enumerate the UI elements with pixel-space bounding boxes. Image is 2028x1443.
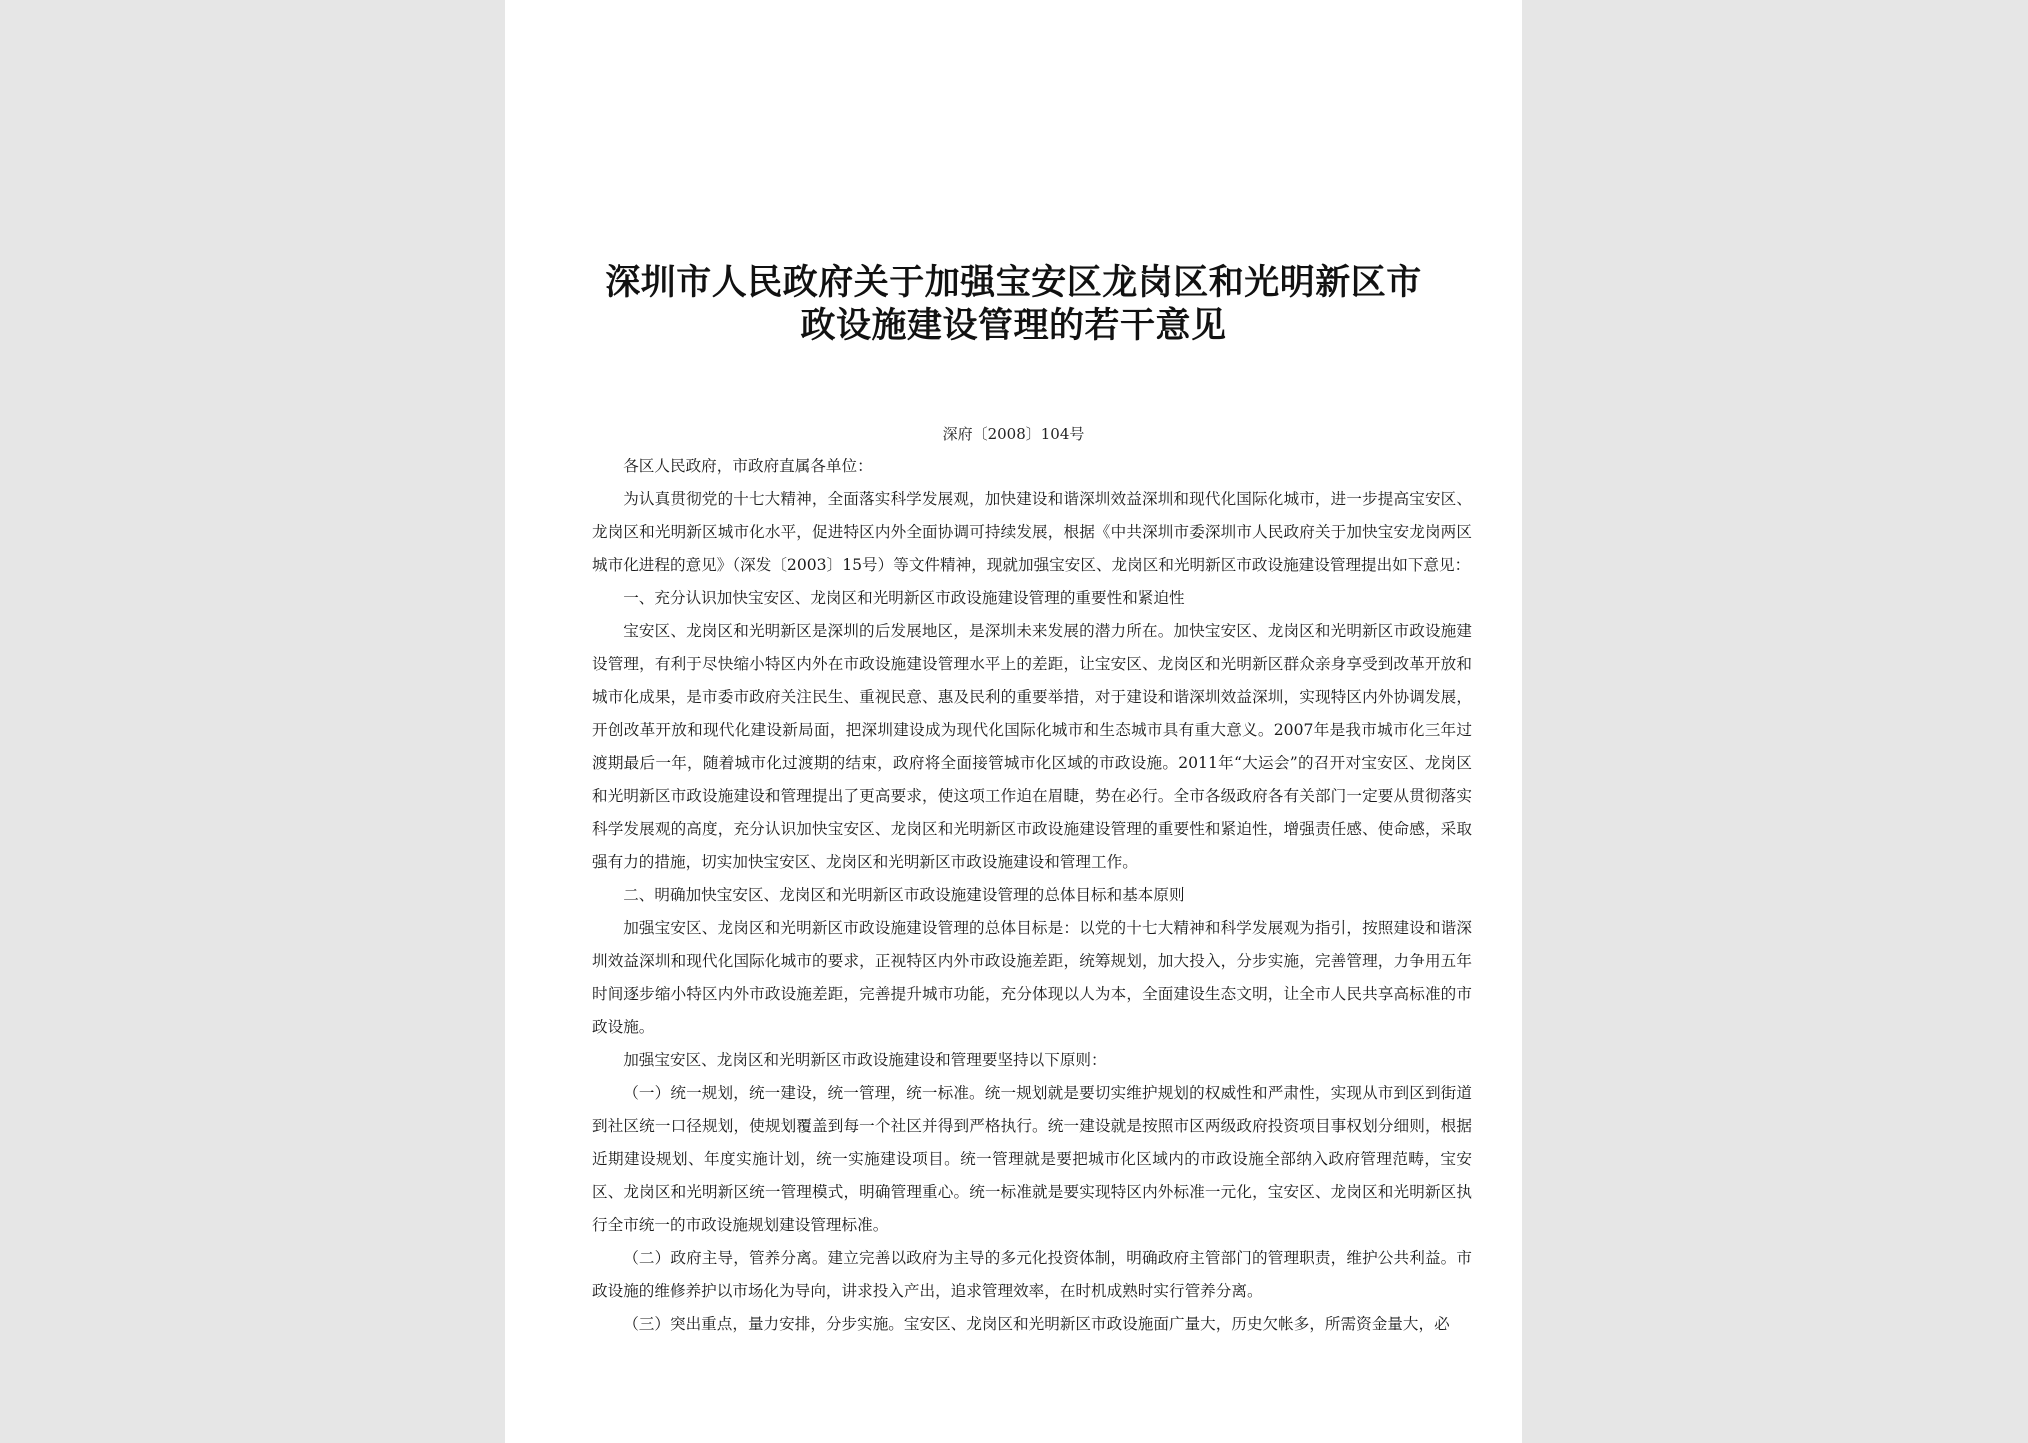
title-line-2: 政设施建设管理的若干意见	[800, 306, 1227, 346]
paragraph-salutation: 各区人民政府，市政府直属各单位：	[623, 457, 873, 475]
paragraph: 宝安区、龙岗区和光明新区是深圳的后发展地区，是深圳未来发展的潜力所在。加快宝安区、龙岗区和光明新区市政设施建设管理，有利于尽快缩小特区内外在市政设施建设管理水平上的差距，让宝安区、龙岗区和光明新区群众亲身享受到改革开放和城市化成果，是市委市政府关注民生、重视民意、惠及民利的重要举措，对于建设和谐深圳效益深圳，实现特区内外协调发展，开创改革开放和现代化建设新局面，把深圳建设成为现代化国际化城市和生态城市具有重大意义。2007年是我市城市化三年过渡期最后一年，随着城市化过渡期的结束，政府将全面接管城市化区域的市政设施。2011年“大运会”的召开对宝安区、龙岗区和光明新区市政设施建设和管理提出了更高要求，使这项工作迫在眉睫，势在必行。全市各级政府各有关部门一定要从贯彻落实科学发展观的高度，充分认识加快宝安区、龙岗区和光明新区市政设施建设管理的重要性和紧迫性，增强责任感、使命感，采取强有力的措施，切实加快宝安区、龙岗区和光明新区市政设施建设和管理工作。	[592, 622, 1472, 871]
paragraph: 加强宝安区、龙岗区和光明新区市政设施建设和管理要坚持以下原则：	[623, 1051, 1107, 1069]
document-body	[592, 450, 1472, 1341]
paragraph: （一）统一规划，统一建设，统一管理，统一标准。统一规划就是要切实维护规划的权威性和严肃性，实现从市到区到街道到社区统一口径规划，使规划覆盖到每一个社区并得到严格执行。统一建设就是按照市区两级政府投资项目事权划分细则，根据近期建设规划、年度实施计划，统一实施建设项目。统一管理就是要把城市化区域内的市政设施全部纳入政府管理范畴，宝安区、龙岗区和光明新区统一管理模式，明确管理重心。统一标准就是要实现特区内外标准一元化，宝安区、龙岗区和光明新区执行全市统一的市政设施规划建设管理标准。	[592, 1084, 1472, 1234]
paragraph: （二）政府主导，管养分离。建立完善以政府为主导的多元化投资体制，明确政府主管部门的管理职责，维护公共利益。市政设施的维修养护以市场化为导向，讲求投入产出，追求管理效率，在时机成熟时实行管养分离。	[592, 1249, 1472, 1300]
document-title	[565, 262, 1462, 348]
paragraph: 加强宝安区、龙岗区和光明新区市政设施建设管理的总体目标是：以党的十七大精神和科学发展观为指引，按照建设和谐深圳效益深圳和现代化国际化城市的要求，正视特区内外市政设施差距，统筹规划，加大投入，分步实施，完善管理，力争用五年时间逐步缩小特区内外市政设施差距，完善提升城市功能，充分体现以人为本，全面建设生态文明，让全市人民共享高标准的市政设施。	[592, 919, 1472, 1036]
paragraph: （三）突出重点，量力安排，分步实施。宝安区、龙岗区和光明新区市政设施面广量大，历史欠帐多，所需资金量大，必	[623, 1315, 1450, 1333]
section-heading-2: 二、明确加快宝安区、龙岗区和光明新区市政设施建设管理的总体目标和基本原则	[623, 886, 1185, 904]
paragraph-intro: 为认真贯彻党的十七大精神，全面落实科学发展观，加快建设和谐深圳效益深圳和现代化国际化城市，进一步提高宝安区、龙岗区和光明新区城市化水平，促进特区内外全面协调可持续发展，根据《中共深圳市委深圳市人民政府关于加快宝安龙岗两区城市化进程的意见》（深发〔2003〕15号）等文件精神，现就加强宝安区、龙岗区和光明新区市政设施建设管理提出如下意见：	[592, 490, 1472, 574]
title-line-1: 深圳市人民政府关于加强宝安区龙岗区和光明新区市	[605, 263, 1422, 303]
document-page	[505, 0, 1522, 1443]
document-number: 深府〔2008〕104号	[942, 425, 1085, 443]
section-heading-1: 一、充分认识加快宝安区、龙岗区和光明新区市政设施建设管理的重要性和紧迫性	[623, 589, 1185, 607]
